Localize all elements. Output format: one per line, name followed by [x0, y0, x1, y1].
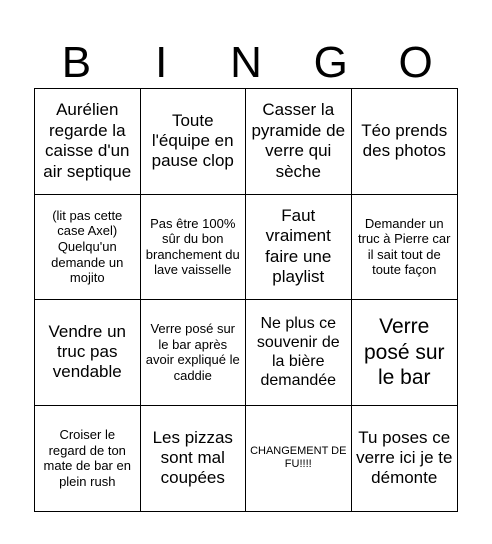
bingo-cell[interactable]	[246, 300, 352, 406]
title-letter-n: N	[230, 38, 262, 87]
cell-text: Verre posé sur le bar après avoir expliqué le caddie	[145, 321, 240, 383]
bingo-cell[interactable]	[246, 406, 352, 512]
bingo-cell[interactable]	[246, 195, 352, 301]
title-letter-g: G	[313, 38, 348, 87]
bingo-cell[interactable]	[352, 300, 458, 406]
bingo-cell[interactable]	[35, 406, 141, 512]
cell-text: Toute l'équipe en pause clop	[151, 110, 234, 171]
bingo-cell[interactable]	[141, 195, 247, 301]
cell-text: Faut vraiment faire une playlist	[265, 205, 332, 287]
bingo-board	[34, 88, 458, 512]
bingo-cell[interactable]	[35, 300, 141, 406]
cell-text: Casser la pyramide de verre qui sèche	[251, 100, 346, 181]
cell-text: Ne plus ce souvenir de la bière demandée	[256, 314, 340, 390]
bingo-title	[34, 38, 458, 88]
bingo-cell[interactable]	[246, 89, 352, 195]
title-letter-b: B	[61, 38, 92, 87]
title-letter-i: I	[155, 38, 168, 87]
cell-text: Croiser le regard de ton mate de bar en plein rush	[43, 427, 131, 489]
cell-text: (lit pas cette case Axel) Quelqu'un demande un mojito	[51, 207, 124, 286]
bingo-cell[interactable]	[35, 195, 141, 301]
bingo-cell[interactable]	[141, 89, 247, 195]
bingo-cell[interactable]	[35, 89, 141, 195]
cell-text: Les pizzas sont mal coupées	[152, 427, 233, 488]
cell-text: Demander un truc à Pierre car il sait tout de toute façon	[358, 215, 451, 278]
cell-text: Pas être 100% sûr du bon branchement du lave vaisselle	[145, 215, 240, 278]
bingo-cell[interactable]	[352, 89, 458, 195]
bingo-cell[interactable]	[352, 406, 458, 512]
title-letter-o: O	[398, 38, 433, 87]
cell-text: Vendre un truc pas vendable	[48, 321, 126, 382]
cell-text: Aurélien regarde la caisse d'un air septique	[43, 100, 132, 181]
cell-text: Téo prends des photos	[361, 120, 448, 161]
cell-text: CHANGEMENT DE FU!!!!	[250, 445, 347, 471]
bingo-cell[interactable]	[141, 300, 247, 406]
bingo-cell[interactable]	[141, 406, 247, 512]
cell-text: Tu poses ce verre ici je te démonte	[356, 427, 453, 488]
bingo-cell[interactable]	[352, 195, 458, 301]
cell-text: Verre posé sur le bar	[363, 315, 445, 389]
